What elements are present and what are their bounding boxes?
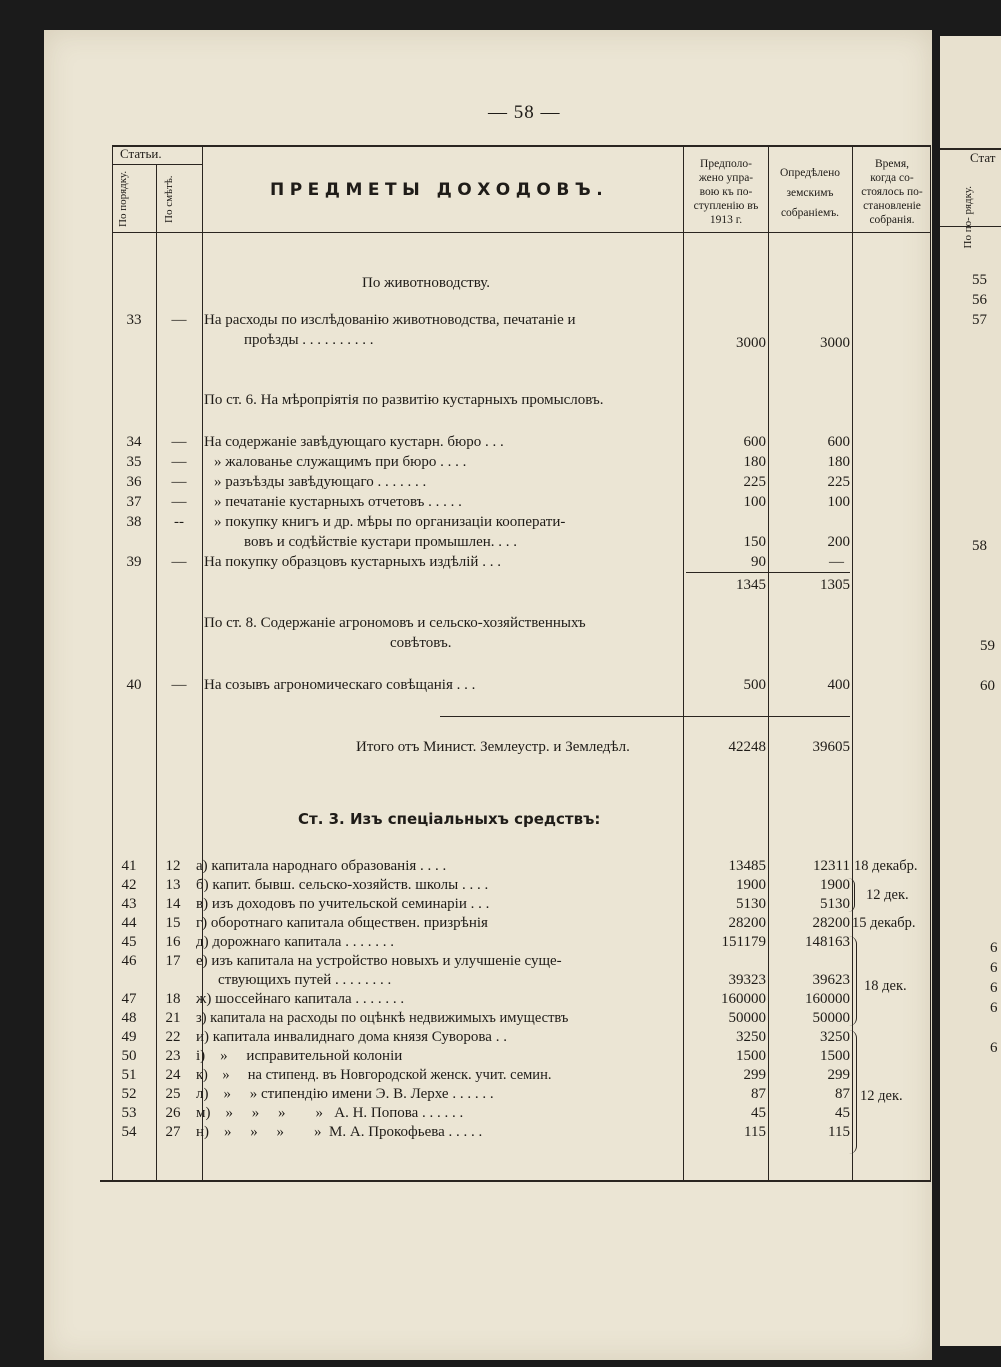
adjacent-num: 6 — [990, 960, 998, 976]
row-num: 35 — [126, 454, 142, 470]
row-pred: 225 — [743, 474, 766, 490]
row-num: 43 — [121, 896, 137, 912]
adjacent-num: 6 — [990, 940, 998, 956]
row-opr: 87 — [835, 1086, 850, 1102]
row-text: к) » на стипенд. въ Новгородской женск. учит. семин. — [196, 1067, 552, 1083]
row-smeta: 13 — [165, 877, 181, 893]
adjacent-po-poryadku: По по- рядку. — [962, 186, 974, 249]
row-smeta: 24 — [165, 1067, 181, 1083]
row-pred: 90 — [751, 554, 766, 570]
row-text: » печатаніе кустарныхъ отчетовъ . . . . . — [214, 494, 462, 510]
total-opr: 39605 — [812, 739, 850, 755]
row-pred: 500 — [743, 677, 766, 693]
row-num: 39 — [126, 554, 142, 570]
adjacent-num: 58 — [972, 538, 987, 554]
subtotal-rule — [686, 572, 850, 573]
row-text: е) изъ капитала на устройство новыхъ и улучшеніе суще- — [196, 953, 562, 969]
date-44: 15 декабр. — [852, 915, 916, 931]
row-pred: 50000 — [728, 1010, 766, 1026]
row-text: і) » исправительной колоніи — [196, 1048, 403, 1064]
row-smeta: 22 — [165, 1029, 181, 1045]
header-po-smete: По смѣтѣ. — [163, 175, 175, 223]
row-text: » покупку книгъ и др. мѣры по организаціи кооперати- — [214, 514, 566, 530]
row-pred: 160000 — [721, 991, 766, 1007]
row-opr: 5130 — [820, 896, 850, 912]
section-heading: По животноводству. — [362, 275, 491, 291]
row-pred: 3250 — [736, 1029, 766, 1045]
statyi-rule — [112, 164, 202, 165]
row-opr: 39623 — [812, 972, 850, 988]
header-opredeleno: Опредѣлено земскимъ собраніемъ. — [779, 167, 840, 219]
row-num: 45 — [121, 934, 137, 950]
document-page — [44, 30, 932, 1360]
row-opr: 225 — [827, 474, 850, 490]
row-pred: 600 — [743, 434, 766, 450]
row-text: ж) шоссейнаго капитала . . . . . . . — [196, 991, 405, 1007]
row-num: 44 — [121, 915, 137, 931]
row-pred: 151179 — [721, 934, 766, 950]
row-pred: 1900 — [736, 877, 766, 893]
row-opr: 200 — [827, 534, 850, 550]
row-text: и) капитала инвалиднаго дома князя Суворова . . — [196, 1029, 507, 1045]
adjacent-num: 60 — [980, 678, 995, 694]
row-opr: 28200 — [812, 915, 850, 931]
header-title: ПРЕДМЕТЫ ДОХОДОВЪ. — [270, 180, 609, 200]
adjacent-num: 6 — [990, 980, 998, 996]
row-text: проѣзды . . . . . . . . . . — [244, 332, 374, 348]
table-bottom-rule — [100, 1180, 930, 1182]
row-smeta: 26 — [165, 1105, 181, 1121]
row-text: вовъ и содѣйствіе кустари промышлен. . . . — [244, 534, 518, 550]
row-smeta: 18 — [165, 991, 181, 1007]
row-num: 47 — [121, 991, 137, 1007]
section-heading: По ст. 8. Содержаніе агрономовъ и сельско-хозяйственныхъ — [204, 615, 586, 631]
row-text: в) изъ доходовъ по учительской семинаріи . . . — [196, 896, 490, 912]
row-pred: 28200 — [728, 915, 766, 931]
row-pred: 5130 — [736, 896, 766, 912]
row-smeta: — — [171, 677, 187, 693]
row-smeta: 17 — [165, 953, 181, 969]
row-pred: 299 — [743, 1067, 766, 1083]
row-opr: 100 — [827, 494, 850, 510]
adjacent-page — [940, 36, 1001, 1346]
header-predpolozheno: Предполо- жено упра- вою къ по- ступленію въ 1913 г. — [693, 158, 759, 226]
row-text: На созывъ агрономическаго совѣщанія . . . — [204, 677, 476, 693]
total-pred: 42248 — [728, 739, 766, 755]
row-smeta: 21 — [165, 1010, 181, 1026]
table-top-rule — [112, 145, 930, 147]
col-rule — [930, 145, 931, 1182]
subtotal-pred: 1345 — [736, 577, 766, 593]
row-pred: 100 — [743, 494, 766, 510]
row-text: б) капит. бывш. сельско-хозяйств. школы . . . . — [196, 877, 489, 893]
col-rule — [768, 145, 769, 1182]
brace-42-43 — [848, 878, 855, 912]
adjacent-num: 59 — [980, 638, 995, 654]
row-smeta: 15 — [165, 915, 181, 931]
row-num: 42 — [121, 877, 137, 893]
row-opr: 3000 — [820, 335, 850, 351]
row-pred: 13485 — [728, 858, 766, 874]
row-text: На покупку образцовъ кустарныхъ издѣлій . . . — [204, 554, 501, 570]
col-rule — [683, 145, 684, 1182]
brace-45-48 — [848, 936, 857, 1026]
total-rule — [440, 716, 850, 717]
row-num: 48 — [121, 1010, 137, 1026]
header-statyi: Статьи. — [120, 146, 162, 161]
row-text: н) » » » » М. А. Прокофьева . . . . . — [196, 1124, 483, 1140]
row-num: 52 — [121, 1086, 137, 1102]
row-opr: 45 — [835, 1105, 850, 1121]
row-text: На расходы по изслѣдованію животноводства, печатаніе и — [204, 312, 576, 328]
row-pred: 115 — [744, 1124, 766, 1140]
row-opr: 1900 — [820, 877, 850, 893]
row-smeta: 27 — [165, 1124, 181, 1140]
row-opr: 12311 — [813, 858, 850, 874]
total-label: Итого отъ Минист. Землеустр. и Земледѣл. — [356, 739, 630, 755]
row-text: » жалованье служащимъ при бюро . . . . — [214, 454, 467, 470]
adjacent-num: 6 — [990, 1000, 998, 1016]
row-smeta: — — [171, 494, 187, 510]
row-num: 41 — [121, 858, 137, 874]
date-45-48: 18 дек. — [864, 978, 907, 994]
row-num: 50 — [121, 1048, 137, 1064]
row-pred: 1500 — [736, 1048, 766, 1064]
row-text: ствующихъ путей . . . . . . . . — [218, 972, 392, 988]
row-text: д) дорожнаго капитала . . . . . . . — [196, 934, 394, 950]
row-pred: 39323 — [728, 972, 766, 988]
row-smeta: — — [171, 554, 187, 570]
row-num: 54 — [121, 1124, 137, 1140]
row-num: 46 — [121, 953, 137, 969]
row-smeta: 12 — [165, 858, 181, 874]
row-opr: 50000 — [812, 1010, 850, 1026]
row-opr: 600 — [827, 434, 850, 450]
row-smeta: — — [171, 434, 187, 450]
row-pred: 180 — [743, 454, 766, 470]
row-smeta: 25 — [165, 1086, 181, 1102]
section-heading: совѣтовъ. — [390, 635, 452, 651]
row-text: » разъѣзды завѣдующаго . . . . . . . — [214, 474, 427, 490]
row-smeta: — — [171, 312, 187, 328]
page-number: — 58 — — [488, 102, 561, 123]
row-text: м) » » » » А. Н. Попова . . . . . . — [196, 1105, 464, 1121]
date-49-54: 12 дек. — [860, 1088, 903, 1104]
row-opr: 3250 — [820, 1029, 850, 1045]
row-num: 37 — [126, 494, 142, 510]
row-num: 36 — [126, 474, 142, 490]
row-num: 49 — [121, 1029, 137, 1045]
row-text: з) капитала на расходы по оцѣнкѣ недвижимыхъ имуществъ — [196, 1010, 569, 1026]
row-opr: 148163 — [805, 934, 850, 950]
row-opr: 160000 — [805, 991, 850, 1007]
header-vremya: Время, когда со- стоялось по- становленіе собранія. — [861, 158, 923, 226]
row-opr: 1500 — [820, 1048, 850, 1064]
subtotal-opr: 1305 — [820, 577, 850, 593]
header-po-poryadku: По порядку. — [117, 170, 129, 228]
row-num: 51 — [121, 1067, 137, 1083]
row-smeta: 16 — [165, 934, 181, 950]
row-text: а) капитала народнаго образованія . . . . — [196, 858, 447, 874]
row-smeta: 23 — [165, 1048, 181, 1064]
col-rule — [852, 145, 853, 1182]
row-opr: 115 — [828, 1124, 850, 1140]
brace-49-54 — [848, 1030, 857, 1154]
adjacent-num: 57 — [972, 312, 987, 328]
date-42-43: 12 дек. — [866, 887, 909, 903]
row-smeta: — — [171, 454, 187, 470]
row-pred: 150 — [743, 534, 766, 550]
adjacent-statyi: Стат — [970, 150, 996, 165]
row-text: г) оборотнаго капитала обществен. призрѣнія — [196, 915, 488, 931]
section-special-heading: Ст. 3. Изъ спеціальныхъ средствъ: — [298, 810, 601, 828]
row-num: 38 — [126, 514, 142, 530]
header-bottom-rule — [112, 232, 930, 233]
row-opr: 400 — [827, 677, 850, 693]
row-smeta: -- — [174, 514, 184, 530]
date-41: 18 декабр. — [854, 858, 918, 874]
row-pred: 87 — [751, 1086, 766, 1102]
adjacent-num: 56 — [972, 292, 987, 308]
row-num: 33 — [126, 312, 142, 328]
row-num: 40 — [126, 677, 142, 693]
row-smeta: — — [171, 474, 187, 490]
row-pred: 3000 — [736, 335, 766, 351]
row-opr: — — [829, 554, 844, 570]
row-num: 53 — [121, 1105, 137, 1121]
row-text: л) » » стипендію имени Э. В. Лерхе . . . . . . — [196, 1086, 494, 1102]
row-text: На содержаніе завѣдующаго кустарн. бюро . . . — [204, 434, 504, 450]
row-num: 34 — [126, 434, 142, 450]
adjacent-num: 6 — [990, 1040, 998, 1056]
section-heading: По ст. 6. На мѣропріятія по развитію кустарныхъ промысловъ. — [204, 392, 604, 408]
row-opr: 180 — [827, 454, 850, 470]
row-pred: 45 — [751, 1105, 766, 1121]
adjacent-num: 55 — [972, 272, 987, 288]
row-smeta: 14 — [165, 896, 181, 912]
row-opr: 299 — [827, 1067, 850, 1083]
